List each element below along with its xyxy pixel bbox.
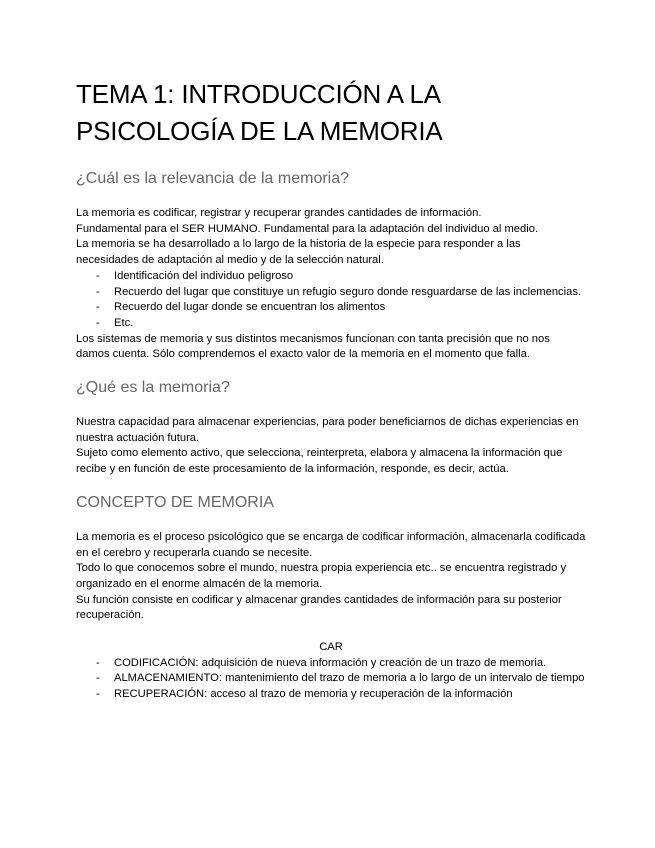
title-line-1: TEMA 1: INTRODUCCIÓN A LA: [76, 79, 441, 109]
list-item-text: ALMACENAMIENTO: mantenimiento del trazo de memoria a lo largo de un intervalo de tiempo: [114, 672, 585, 685]
bullet-list: [76, 269, 586, 332]
paragraph: La memoria es codificar, registrar y recuperar grandes cantidades de información.: [76, 207, 482, 219]
bullet-list: [76, 656, 586, 703]
list-item: [76, 656, 586, 672]
list-item-text: RECUPERACIÓN: acceso al trazo de memoria y recuperación de la información: [114, 688, 513, 701]
section-body: [76, 530, 586, 703]
section-heading: ¿Qué es la memoria?: [76, 379, 230, 397]
list-item-text: Recuerdo del lugar que constituye un refugio seguro donde resguardarse de las inclemencias.: [114, 285, 582, 298]
paragraph: La memoria se ha desarrollado a lo largo de la historia de la especie para responder a las necesidades de adaptación al medio y de la selección natural.: [76, 238, 521, 267]
paragraph: La memoria es el proceso psicológico que se encarga de codificar información, almacenarla codificada en el cerebro y recuperarla cuando se necesite.: [76, 530, 586, 559]
paragraph: Fundamental para el SER HUMANO. Fundamental para la adaptación del individuo al medio.: [76, 222, 539, 235]
section-heading: CONCEPTO DE MEMORIA: [76, 493, 274, 511]
list-item: [76, 316, 586, 332]
section-concepto: [76, 493, 586, 703]
dash-marker: -: [96, 316, 100, 329]
section-body: [76, 206, 586, 363]
list-item-text: Etc.: [114, 316, 134, 329]
list-item-text: CODIFICACIÓN: adquisición de nueva información y creación de un trazo de memoria.: [114, 656, 547, 669]
paragraph: Los sistemas de memoria y sus distintos mecanismos funcionan con tanta precisión que no nos damos cuenta. Sólo comprendemos el exacto valor de la memoria en el momento que falla.: [76, 332, 550, 361]
list-item-text: Recuerdo del lugar donde se encuentran los alimentos: [114, 301, 386, 314]
list-item: [76, 269, 586, 285]
list-item: [76, 687, 586, 703]
section-relevancia: [76, 169, 586, 363]
document-title: [76, 76, 586, 150]
list-item: [76, 671, 586, 687]
dash-marker: -: [96, 269, 100, 282]
list-item: [76, 300, 586, 316]
list-item: [76, 285, 586, 301]
document-page: [76, 76, 586, 703]
paragraph: Todo lo que conocemos sobre el mundo, nuestra propia experiencia etc.. se encuentra registrado y organizado en el enorme almacén de la memoria.: [76, 562, 567, 590]
title-line-2: PSICOLOGÍA DE LA MEMORIA: [76, 116, 443, 146]
section-heading: ¿Cuál es la relevancia de la memoria?: [76, 170, 350, 187]
dash-marker: -: [96, 301, 100, 314]
dash-marker: -: [96, 672, 100, 685]
paragraph: Su función consiste en codificar y almacenar grandes cantidades de información para su posterior recuperación.: [76, 593, 562, 622]
dash-marker: -: [96, 285, 100, 298]
dash-marker: -: [96, 688, 100, 701]
dash-marker: -: [96, 656, 100, 669]
paragraph: Nuestra capacidad para almacenar experiencias, para poder beneficiarnos de dichas experiencias en nuestra actuación futura.: [76, 416, 579, 444]
section-body: [76, 415, 586, 478]
list-item-text: Identificación del individuo peligroso: [114, 269, 294, 282]
paragraph: Sujeto como elemento activo, que selecciona, reinterpreta, elabora y almacena la información que recibe y en función de este procesamiento de la información, responde, es decir, actúa.: [76, 447, 563, 476]
section-que-es: [76, 378, 586, 478]
car-label: CAR: [319, 641, 343, 654]
